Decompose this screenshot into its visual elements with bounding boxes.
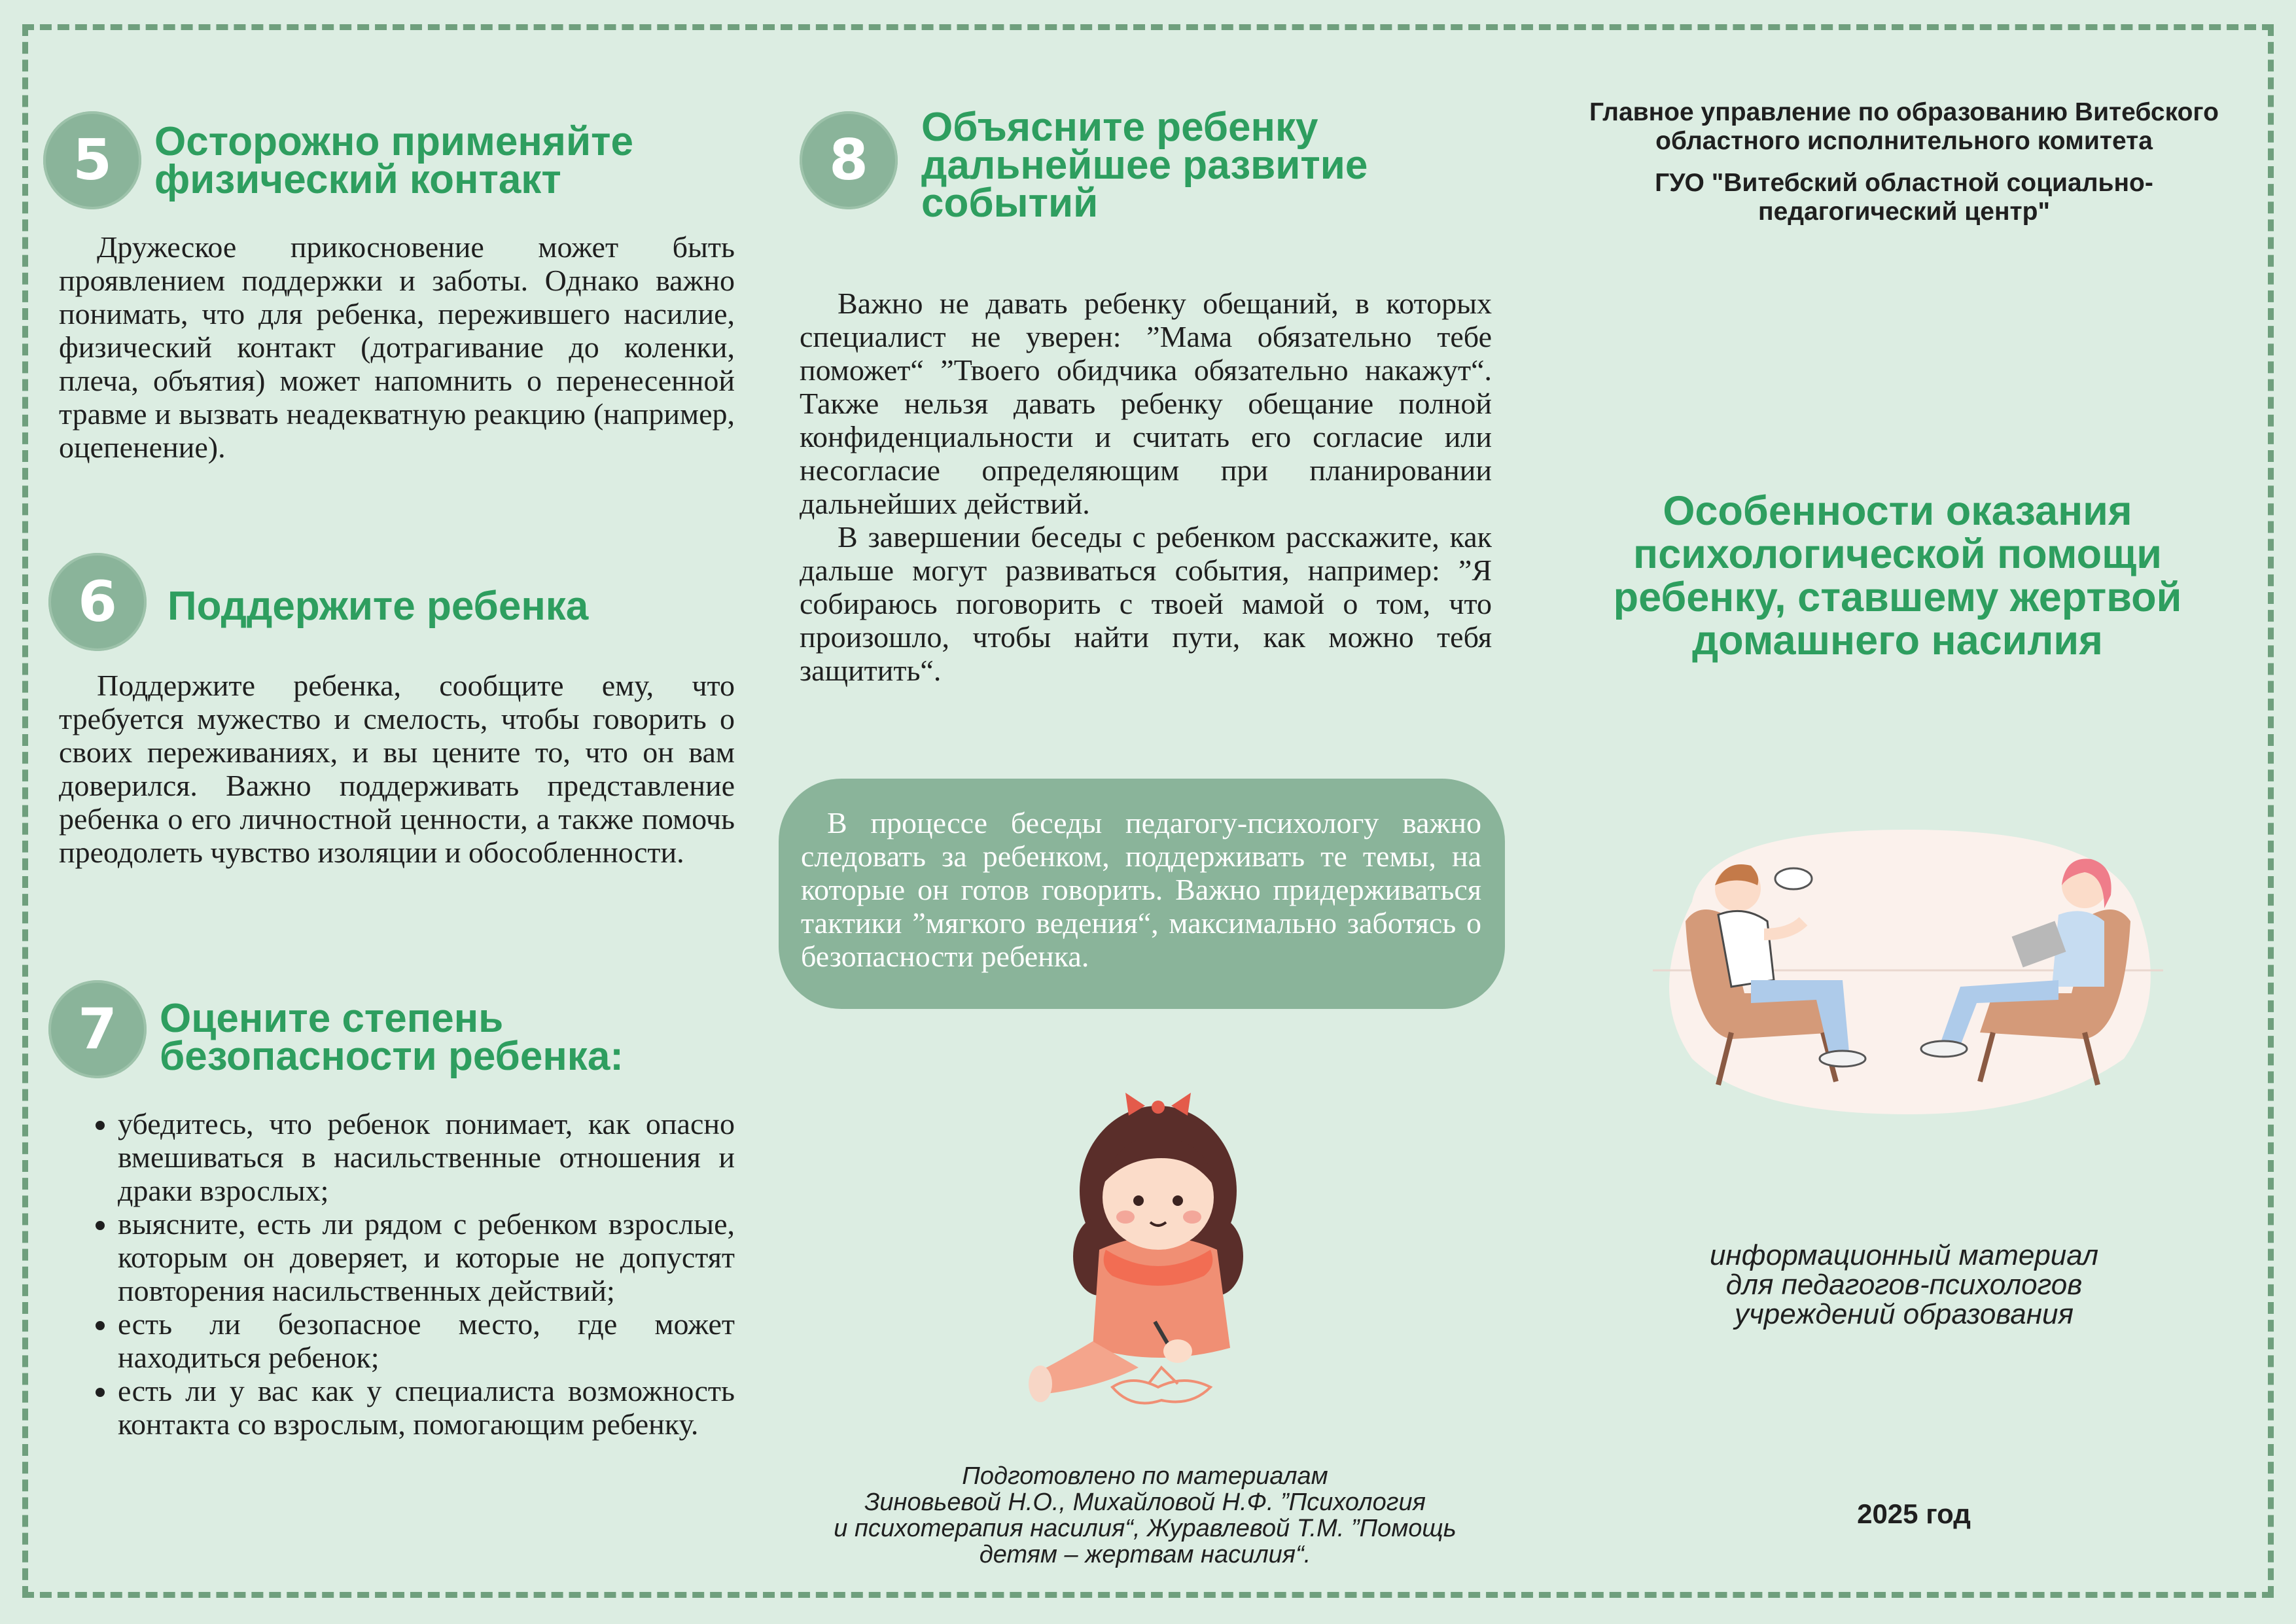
list-item: • выясните, есть ли рядом с ребенком взрослые, которым он доверяет, и которые не допустят повторения насильственных действий; (118, 1207, 735, 1307)
list-item: • есть ли безопасное место, где может находиться ребенок; (118, 1307, 735, 1374)
section-8-title: Объясните ребенку дальнейшее развитие событий (921, 105, 1368, 226)
number-badge-5: 5 (43, 111, 141, 209)
callout-text: В процессе беседы педагогу-психологу важно следовать за ребенком, поддерживать те темы, на которые он готов говорить. Важно придерживаться тактики ”мягкого ведения“, максимально заботясь о безопасности ребенка. (801, 806, 1481, 973)
number-badge-8: 8 (800, 111, 898, 209)
number-badge-7: 7 (48, 980, 147, 1078)
list-item: • есть ли у вас как у специалиста возможность контакта со взрослым, помогающим ребенку. (118, 1374, 735, 1441)
section-6-text: Поддержите ребенка, сообщите ему, что требуется мужество и смелость, чтобы говорить о своих переживаниях, и вы цените то, что он вам доверился. Важно поддерживать представление ребенка о его личностной ценности, а также помочь преодолеть чувство изоляции и обособленности. (59, 669, 735, 869)
section-6-title: Поддержите ребенка (168, 584, 589, 629)
number-badge-6: 6 (48, 553, 147, 651)
section-5-text: Дружеское прикосновение может быть проявлением поддержки и заботы. Однако важно понимать, что для ребенка, пережившего насилие, физический контакт (дотрагивание до коленки, плеча, объятия) может напомнить о перенесенной травме и вызвать неадекватную реакцию (например, оцепенение). (59, 230, 735, 464)
list-item: • убедитесь, что ребенок понимает, как опасно вмешиваться в насильственные отношения и драки взрослых; (118, 1107, 735, 1207)
center-name: ГУО "Витебский областной социально- педагогический центр" (1655, 169, 2153, 226)
credits-text: Подготовлено по материалам Зиновьевой Н.О., Михайловой Н.Ф. ”Психология и психотерапия насилия“, Журавлевой Т.М. ”Помощь детям – жертвам насилия“. (834, 1462, 1457, 1568)
section-7-list (59, 1107, 735, 1441)
callout-box (779, 779, 1505, 1009)
girl-drawing-illustration (1021, 1086, 1282, 1420)
subtitle-text: информационный материал для педагогов-психологов учреждений образования (1709, 1239, 2099, 1330)
section-7-title: Оцените степень безопасности ребенка: (160, 996, 624, 1079)
therapy-session-illustration (1653, 823, 2163, 1118)
main-title: Особенности оказания психологической помощи ребенку, ставшему жертвой домашнего насилия (1613, 488, 2182, 663)
section-5-title: Осторожно применяйте физический контакт (154, 119, 633, 202)
organization-name: Главное управление по образованию Витебского областного исполнительного комитета (1589, 98, 2219, 155)
year-label: 2025 год (1857, 1498, 1971, 1529)
section-8-text: Важно не давать ребенку обещаний, в которых специалист не уверен: ”Мама обязательно тебе поможет“ ”Твоего обидчика обязательно накажут“. Также нельзя давать ребенку обещание полной конфиденциальности и считать его согласие или несогласие определяющим при планировании дальнейших действий. В завершении беседы с ребенком расскажите, как дальше могут развиваться события, например: ”Я собираюсь поговорить с твоей мамой о том, что произошло, чтобы найти пути, как можно тебя защитить“. (800, 287, 1492, 687)
